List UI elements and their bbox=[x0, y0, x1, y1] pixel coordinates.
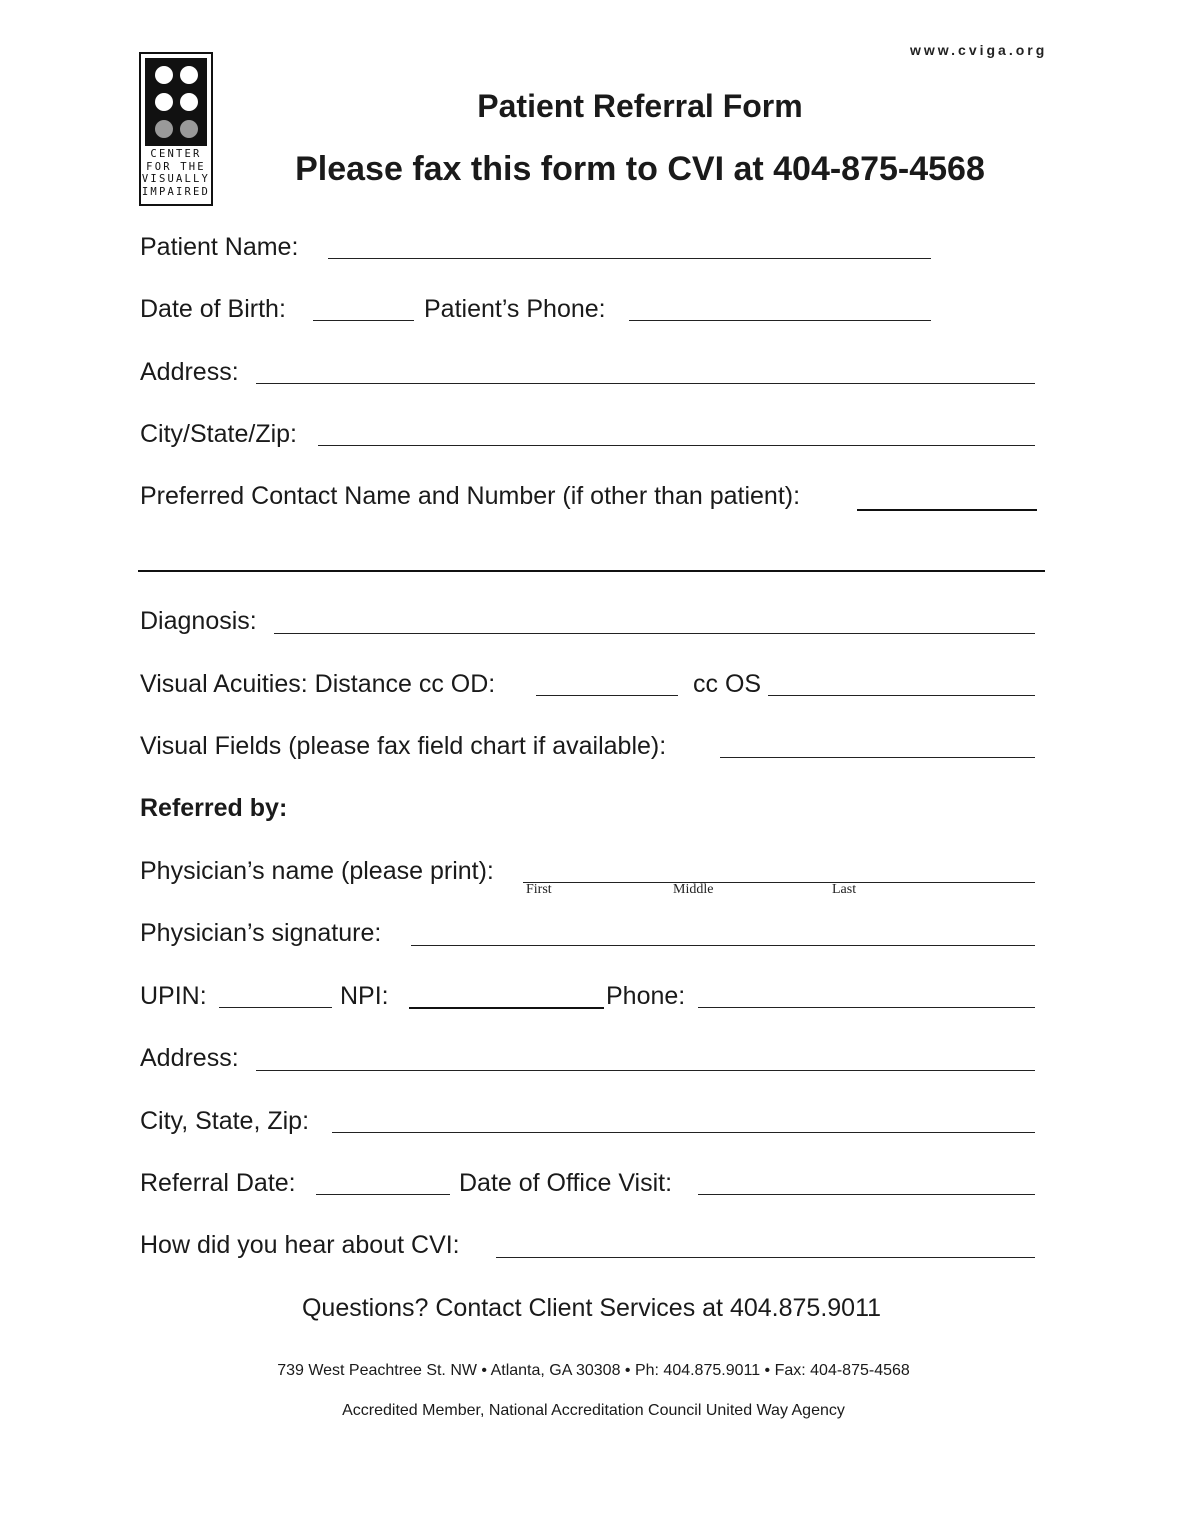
patient-city-field[interactable] bbox=[318, 445, 1035, 446]
physician-phone-field[interactable] bbox=[698, 1007, 1035, 1008]
office-visit-label: Date of Office Visit: bbox=[459, 1169, 673, 1197]
logo-text: CENTER FOR THE VISUALLY IMPAIRED bbox=[141, 148, 211, 198]
diagnosis-field[interactable] bbox=[274, 633, 1035, 634]
dob-label: Date of Birth: bbox=[140, 295, 286, 323]
physician-address-label: Address: bbox=[140, 1044, 239, 1072]
physician-name-field[interactable] bbox=[523, 882, 1035, 883]
physician-name-label: Physician’s name (please print): bbox=[140, 857, 494, 885]
referral-date-field[interactable] bbox=[316, 1194, 450, 1195]
patient-city-label: City/State/Zip: bbox=[140, 420, 297, 448]
physician-city-field[interactable] bbox=[332, 1132, 1035, 1133]
referred-by-heading: Referred by: bbox=[140, 794, 288, 822]
name-last-caption: Last bbox=[832, 882, 857, 897]
signature-field[interactable] bbox=[411, 945, 1035, 946]
name-middle-caption: Middle bbox=[673, 882, 714, 897]
patient-address-field[interactable] bbox=[256, 383, 1035, 384]
logo-dot bbox=[180, 66, 198, 84]
signature-label: Physician’s signature: bbox=[140, 919, 382, 947]
patient-name-label: Patient Name: bbox=[140, 233, 299, 261]
contact-field[interactable] bbox=[857, 509, 1037, 511]
acuity-os-label: cc OS bbox=[693, 670, 762, 698]
upin-label: UPIN: bbox=[140, 982, 207, 1010]
contact-label: Preferred Contact Name and Number (if other than patient): bbox=[140, 482, 801, 510]
hear-about-field[interactable] bbox=[496, 1257, 1035, 1258]
footer-address: 739 West Peachtree St. NW • Atlanta, GA 30308 • Ph: 404.875.9011 • Fax: 404-875-4568 bbox=[277, 1362, 910, 1379]
acuity-od-field[interactable] bbox=[536, 695, 678, 696]
acuity-os-field[interactable] bbox=[768, 695, 1035, 696]
npi-label: NPI: bbox=[340, 982, 389, 1010]
physician-phone-label: Phone: bbox=[606, 982, 686, 1010]
name-first-caption: First bbox=[526, 882, 552, 897]
dob-field[interactable] bbox=[313, 320, 414, 321]
footer-accreditation: Accredited Member, National Accreditation Council United Way Agency bbox=[342, 1402, 845, 1419]
physician-address-field[interactable] bbox=[256, 1070, 1035, 1071]
logo-dot bbox=[155, 66, 173, 84]
acuities-label: Visual Acuities: Distance cc OD: bbox=[140, 670, 496, 698]
physician-city-label: City, State, Zip: bbox=[140, 1107, 310, 1135]
patient-phone-label: Patient’s Phone: bbox=[424, 295, 606, 323]
patient-address-label: Address: bbox=[140, 358, 239, 386]
upin-field[interactable] bbox=[219, 1007, 332, 1008]
patient-name-field[interactable] bbox=[328, 258, 931, 259]
hear-about-label: How did you hear about CVI: bbox=[140, 1231, 460, 1259]
visual-fields-field[interactable] bbox=[720, 757, 1035, 758]
form-title: Patient Referral Form bbox=[477, 88, 803, 124]
referral-date-label: Referral Date: bbox=[140, 1169, 296, 1197]
patient-phone-field[interactable] bbox=[629, 320, 931, 321]
contact-field-continued[interactable] bbox=[138, 570, 1045, 572]
website-url: www.cviga.org bbox=[910, 42, 1048, 58]
fax-instruction: Please fax this form to CVI at 404-875-4568 bbox=[295, 150, 985, 188]
npi-field[interactable] bbox=[409, 1007, 604, 1009]
questions-contact: Questions? Contact Client Services at 404.875.9011 bbox=[301, 1294, 882, 1322]
office-visit-field[interactable] bbox=[698, 1194, 1035, 1195]
diagnosis-label: Diagnosis: bbox=[140, 607, 257, 635]
visual-fields-label: Visual Fields (please fax field chart if available): bbox=[140, 732, 667, 760]
